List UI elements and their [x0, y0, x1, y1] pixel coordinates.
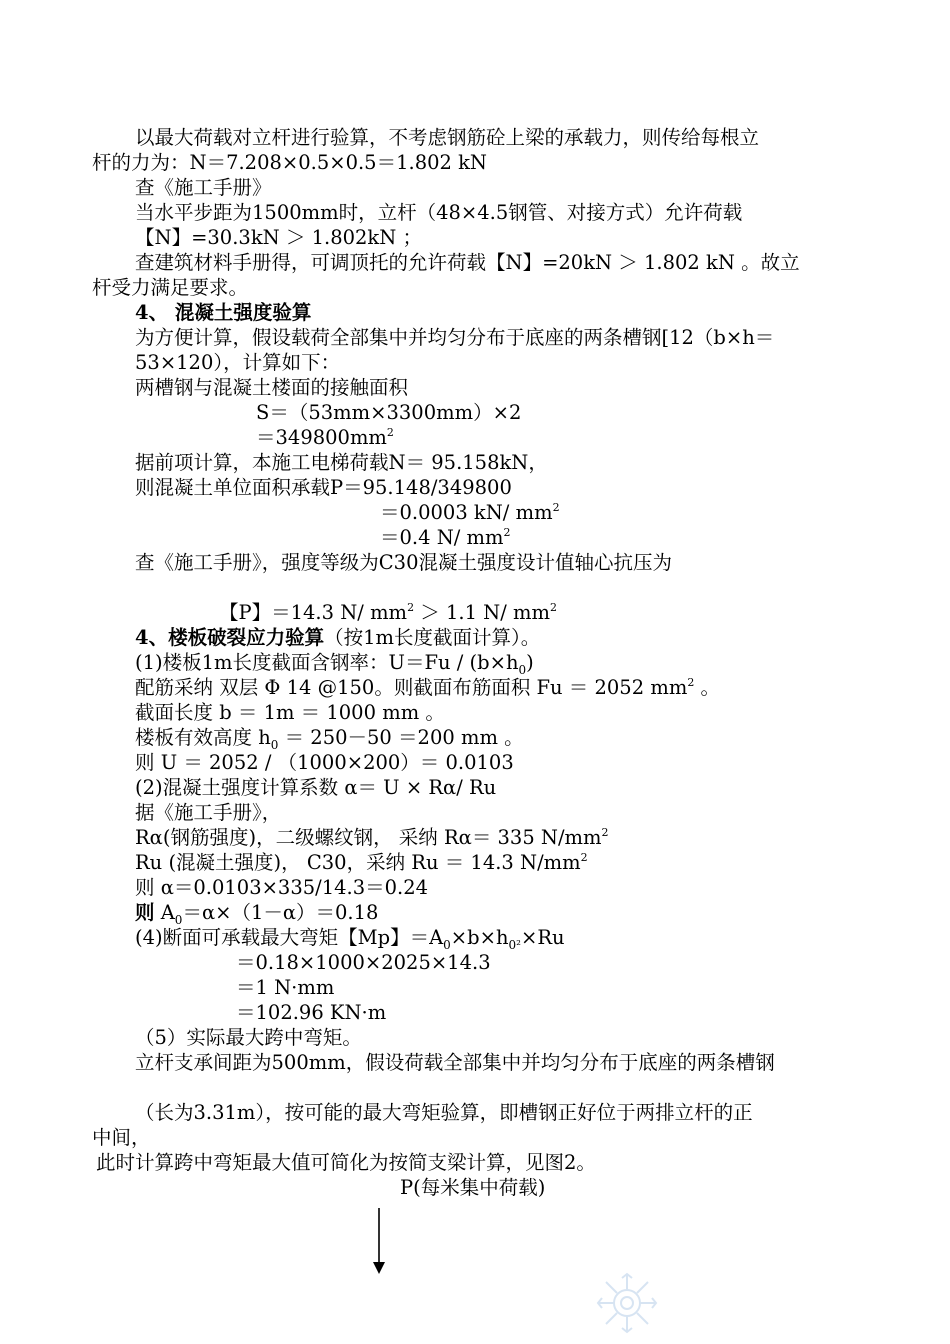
- text-line: 中间，: [92, 1126, 151, 1149]
- figure-label: P(每米集中荷载): [400, 1176, 546, 1199]
- text-line: 杆的力为：N＝7.208×0.5×0.5＝1.802 kN: [92, 151, 487, 174]
- subscript: 0²: [508, 937, 521, 952]
- text-line: 立杆支承间距为500mm，假设荷载全部集中并均匀分布于底座的两条槽钢: [135, 1051, 775, 1074]
- text-line: 为方便计算，假设载荷全部集中并均匀分布于底座的两条槽钢[12（b×h＝: [135, 326, 775, 349]
- formula-line: S＝（53mm×3300mm）×2: [256, 401, 522, 424]
- superscript: 2: [580, 850, 588, 864]
- formula-line: 【P】＝14.3 N/ $mm^2 > 1.1$ N/ $mm^2$: [219, 600, 557, 624]
- subscript: 0: [518, 662, 527, 677]
- text-line: Rα(钢筋强度)，二级螺纹钢， 采纳 Rα＝ 335 $N/mm^2$: [135, 825, 609, 849]
- superscript: 2: [386, 425, 394, 439]
- superscript: 2: [601, 825, 609, 839]
- text-line: 此时计算跨中弯矩最大值可简化为按简支梁计算，见图2。: [96, 1151, 596, 1174]
- text-line: 则混凝土单位面积承载P＝95.148/349800: [135, 476, 512, 499]
- text-line: 楼板有效高度 $h_0 = 250-50 =200$ mm 。: [135, 726, 524, 752]
- text-line: 杆受力满足要求。: [92, 276, 249, 299]
- formula-line: $=349800mm^2$: [256, 425, 394, 449]
- superscript: 2: [407, 600, 415, 614]
- down-arrow-icon: [369, 1208, 389, 1274]
- text-line: (4)断面可承载最大弯矩【Mp】$=A_0\times b\times h_{0^2}\times Ru$: [135, 926, 565, 952]
- text-line: 则 $A_0=\alpha\times(1-\alpha)=0.18$: [135, 901, 379, 927]
- text-line: 则 α＝0.0103×335/14.3＝0.24: [135, 876, 429, 899]
- superscript: 2: [687, 675, 695, 689]
- text-line: (2)混凝土强度计算系数 α＝ U × Rα/ Ru: [135, 776, 497, 799]
- text-line: 【N】=30.3kN ＞ 1.802kN ；: [135, 226, 422, 249]
- text-line: 截面长度 b ＝ 1m ＝ 1000 mm 。: [135, 701, 445, 724]
- text-line: 配筋采纳 双层 Φ 14 @150。则截面布筋面积 Fu ＝ 2052 $mm^2$ 。: [135, 675, 721, 699]
- text-line: 53×120），计算如下：: [135, 351, 341, 374]
- text-line: （5）实际最大跨中弯矩。: [135, 1026, 362, 1049]
- formula-line: ＝1 N·mm: [236, 976, 335, 999]
- superscript: 2: [550, 600, 557, 614]
- superscript: 2: [552, 500, 560, 514]
- text-line: 以最大荷载对立杆进行验算，不考虑钢筋砼上梁的承载力，则传给每根立: [135, 126, 760, 149]
- text-line: 则 U ＝ 2052 / （1000×200）＝ 0.0103: [135, 751, 514, 774]
- subscript: 0: [270, 737, 279, 752]
- text-line: 查《施工手册》，强度等级为C30混凝土强度设计值轴心抗压为: [135, 551, 672, 574]
- text-line: 查《施工手册》: [135, 176, 272, 199]
- snowflake-watermark-icon: [594, 1270, 660, 1336]
- superscript: 2: [503, 525, 511, 539]
- text-line: 两槽钢与混凝土楼面的接触面积: [135, 376, 409, 399]
- text-line: Ru (混凝土强度)， C30，采纳 Ru ＝ 14.3 $N/mm^2$: [135, 850, 588, 874]
- formula-line: ＝0.4 N/ $mm^2$: [380, 525, 511, 549]
- formula-line: ＝102.96 KN·m: [236, 1001, 387, 1024]
- subscript: 0: [174, 912, 183, 927]
- text-line: (1)楼板1m长度截面含钢率：$U=Fu / (b\times h_0)$: [135, 651, 534, 677]
- text-line: 据《施工手册》，: [135, 801, 282, 824]
- subscript: 0: [443, 937, 451, 952]
- formula-line: ＝0.18×1000×2025×14.3: [236, 951, 491, 974]
- text-line: 据前项计算，本施工电梯荷载N＝ 95.158kN，: [135, 451, 548, 474]
- text-line: 查建筑材料手册得，可调顶托的允许荷载【N】=20kN ＞ 1.802 kN 。故立: [135, 251, 800, 274]
- text-line: （长为3.31m），按可能的最大弯矩验算，即槽钢正好位于两排立杆的正: [135, 1101, 753, 1124]
- formula-line: ＝0.0003 kN/ $mm^2$: [380, 500, 560, 524]
- section-heading: 4、 混凝土强度验算: [135, 301, 312, 324]
- section-heading: 4、楼板破裂应力验算（按1m长度截面计算）。: [135, 626, 541, 649]
- text-line: 当水平步距为1500mm时，立杆（48×4.5钢管、对接方式）允许荷载: [135, 201, 743, 224]
